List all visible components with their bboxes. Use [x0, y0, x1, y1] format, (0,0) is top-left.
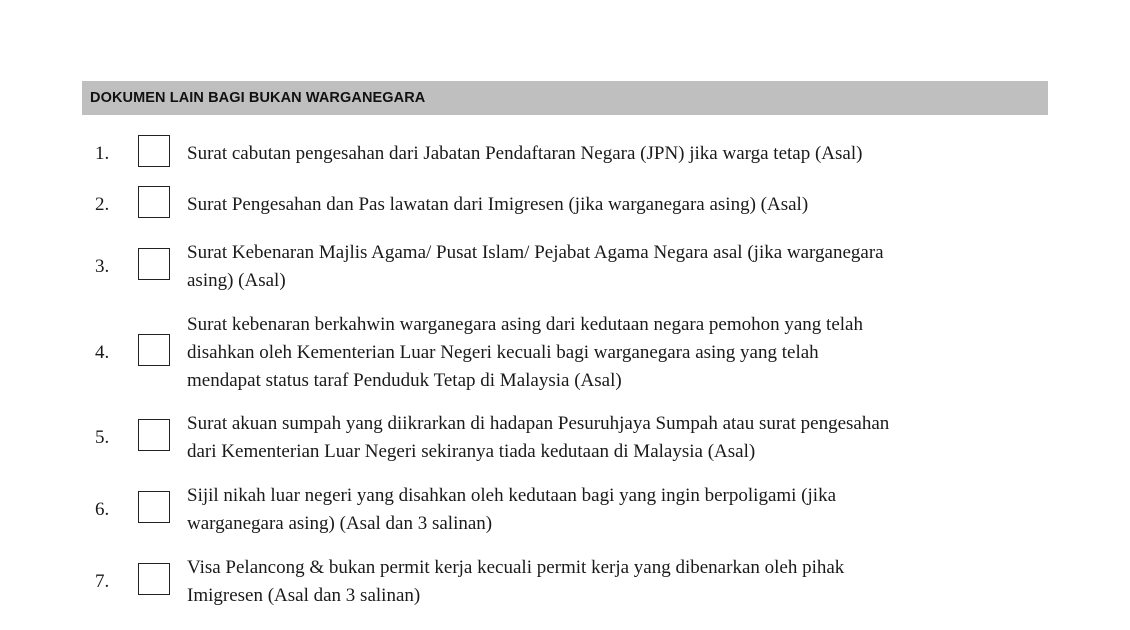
item-number: 6.	[95, 499, 110, 520]
section-header	[82, 81, 1048, 115]
item-text-line: Surat kebenaran berkahwin warganegara asing dari kedutaan negara pemohon yang telah	[187, 314, 863, 335]
item-checkbox[interactable]	[138, 334, 170, 366]
item-text	[187, 191, 1057, 219]
item-number: 1.	[95, 143, 110, 164]
item-number: 2.	[95, 194, 110, 215]
item-text	[187, 482, 1057, 538]
item-checkbox[interactable]	[138, 186, 170, 218]
item-number: 5.	[95, 427, 110, 448]
item-checkbox[interactable]	[138, 419, 170, 451]
item-text	[187, 239, 1057, 295]
item-text-line: disahkan oleh Kementerian Luar Negeri kecuali bagi warganegara asing yang telah	[187, 342, 819, 363]
item-checkbox[interactable]	[138, 248, 170, 280]
item-text	[187, 410, 1057, 466]
item-text-line: Surat Kebenaran Majlis Agama/ Pusat Islam/ Pejabat Agama Negara asal (jika warganegara	[187, 242, 884, 263]
item-text-line: Surat akuan sumpah yang diikrarkan di hadapan Pesuruhjaya Sumpah atau surat pengesahan	[187, 413, 890, 434]
item-text-line: Surat cabutan pengesahan dari Jabatan Pendaftaran Negara (JPN) jika warga tetap (Asal)	[187, 143, 863, 164]
item-text-line: Imigresen (Asal dan 3 salinan)	[187, 585, 421, 606]
item-text-line: warganegara asing) (Asal dan 3 salinan)	[187, 513, 493, 534]
item-checkbox[interactable]	[138, 491, 170, 523]
item-checkbox[interactable]	[138, 135, 170, 167]
item-text-line: asing) (Asal)	[187, 270, 286, 291]
section-title: DOKUMEN LAIN BAGI BUKAN WARGANEGARA	[90, 90, 426, 106]
item-text-line: dari Kementerian Luar Negeri sekiranya tiada kedutaan di Malaysia (Asal)	[187, 441, 756, 462]
item-checkbox[interactable]	[138, 563, 170, 595]
item-text	[187, 554, 1057, 610]
item-text-line: mendapat status taraf Penduduk Tetap di Malaysia (Asal)	[187, 370, 622, 391]
item-text	[187, 140, 1057, 168]
item-number: 3.	[95, 256, 110, 277]
item-number: 4.	[95, 342, 110, 363]
item-text	[187, 311, 1057, 395]
item-text-line: Sijil nikah luar negeri yang disahkan oleh kedutaan bagi yang ingin berpoligami (jika	[187, 485, 836, 506]
item-number: 7.	[95, 571, 110, 592]
item-text-line: Visa Pelancong & bukan permit kerja kecuali permit kerja yang dibenarkan oleh pihak	[187, 557, 845, 578]
item-text-line: Surat Pengesahan dan Pas lawatan dari Imigresen (jika warganegara asing) (Asal)	[187, 194, 809, 215]
